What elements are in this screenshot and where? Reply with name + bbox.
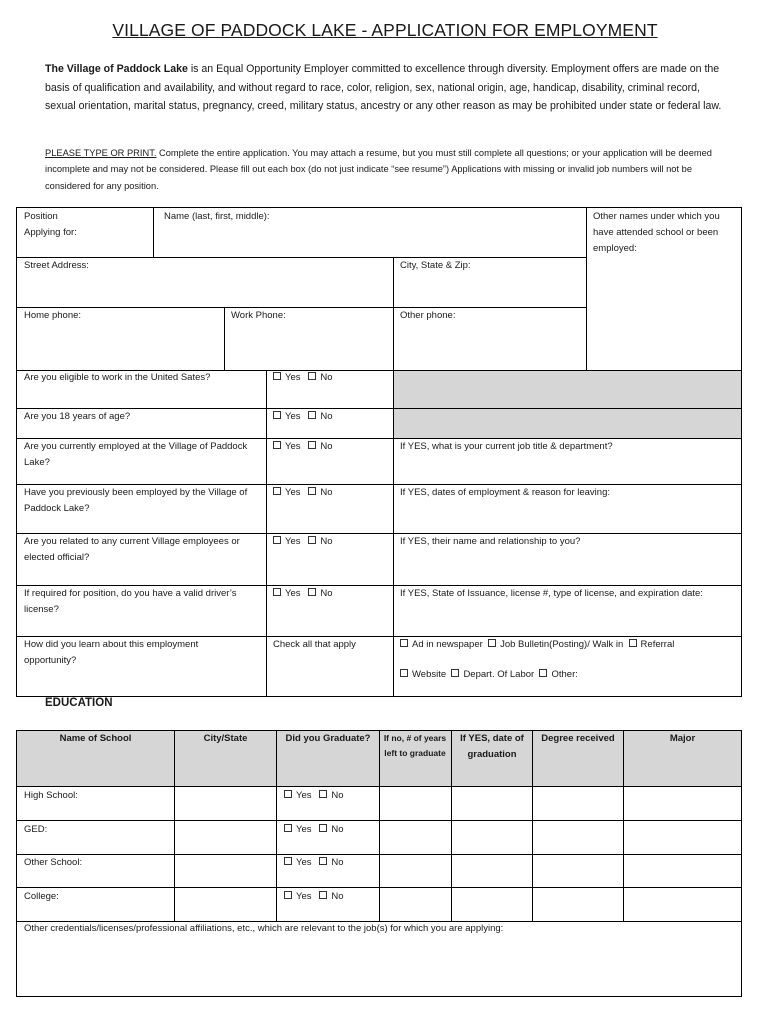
no-option: No [320, 411, 333, 422]
yes-option: Yes [296, 891, 312, 902]
graduated-choice[interactable] [284, 855, 344, 871]
follow-up-label: If YES, what is your current job title & department? [400, 441, 613, 452]
option-other[interactable]: Other: [551, 669, 578, 680]
page-title: VILLAGE OF PADDOCK LAKE - APPLICATION FOR EMPLOYMENT [112, 20, 658, 40]
city-state-zip-label: City, State & Zip: [400, 260, 471, 271]
checkbox-icon[interactable] [273, 487, 281, 495]
position-label: Position Applying for: [24, 211, 77, 238]
question-label: If required for position, do you have a valid driver’s license? [24, 588, 237, 615]
graduated-choice[interactable] [284, 822, 344, 838]
checkbox-icon[interactable] [319, 824, 327, 832]
checkbox-icon[interactable] [273, 588, 281, 596]
col-name-of-school: Name of School [59, 733, 132, 744]
graduated-choice[interactable] [284, 788, 344, 804]
yes-option: Yes [296, 790, 312, 801]
col-major: Major [669, 733, 696, 744]
yes-no-choice[interactable] [273, 485, 333, 501]
no-option: No [320, 441, 333, 452]
yes-no-choice[interactable] [273, 439, 333, 455]
work-phone-label: Work Phone: [231, 310, 286, 321]
checkbox-icon[interactable] [400, 669, 408, 677]
row-other-school: Other School: [24, 857, 83, 868]
source-options-row2 [400, 667, 578, 683]
question-label: Have you previously been employed by the Village of Paddock Lake? [24, 487, 248, 514]
yes-option: Yes [285, 441, 301, 452]
check-all-label: Check all that apply [273, 639, 356, 650]
name-label: Name (last, first, middle): [164, 211, 270, 222]
checkbox-icon[interactable] [284, 857, 292, 865]
checkbox-icon[interactable] [308, 411, 316, 419]
checkbox-icon[interactable] [273, 372, 281, 380]
graduated-choice[interactable] [284, 889, 344, 905]
follow-up-label: If YES, their name and relationship to you? [400, 536, 581, 547]
source-options-row1 [400, 637, 674, 653]
option-newspaper[interactable]: Ad in newspaper [412, 639, 483, 650]
shaded-cell [394, 408, 742, 438]
checkbox-icon[interactable] [319, 790, 327, 798]
checkbox-icon[interactable] [539, 669, 547, 677]
eeo-statement-bold: The Village of Paddock Lake [45, 63, 188, 75]
credentials-field[interactable] [18, 940, 740, 994]
option-job-bulletin[interactable]: Job Bulletin(Posting)/ Walk in [500, 639, 624, 650]
no-option: No [320, 536, 333, 547]
name-field[interactable] [156, 226, 584, 254]
option-website[interactable]: Website [412, 669, 447, 680]
row-college: College: [24, 891, 59, 902]
checkbox-icon[interactable] [308, 441, 316, 449]
question-label: How did you learn about this employment opportunity? [24, 639, 199, 666]
instructions-underlined: PLEASE TYPE OR PRINT. [45, 148, 157, 158]
checkbox-icon[interactable] [319, 857, 327, 865]
checkbox-icon[interactable] [284, 891, 292, 899]
follow-up-label: If YES, State of Issuance, license #, type of license, and expiration date: [400, 588, 703, 599]
yes-option: Yes [296, 824, 312, 835]
eeo-statement [45, 60, 725, 116]
home-phone-field[interactable] [18, 326, 222, 368]
no-option: No [320, 372, 333, 383]
street-address-field[interactable] [18, 276, 390, 305]
instructions [45, 145, 725, 194]
city-state-zip-field[interactable] [396, 276, 584, 305]
checkbox-icon[interactable] [451, 669, 459, 677]
eeo-statement-text: is an Equal Opportunity Employer committed to excellence through diversity. Employment offers are made on the basis of qualification and availability, and without regard to race, color, religion, sex, national origin, age, handicap, disability, criminal record, sexual orientation, marital status, pregnancy, creed, military status, ancestry or any other reason as may be prohibited under state or federal law. [45, 63, 722, 112]
yes-option: Yes [285, 411, 301, 422]
work-phone-field[interactable] [227, 326, 391, 368]
yes-option: Yes [285, 588, 301, 599]
yes-option: Yes [285, 536, 301, 547]
yes-option: Yes [285, 372, 301, 383]
checkbox-icon[interactable] [273, 441, 281, 449]
col-did-you-graduate: Did you Graduate? [285, 733, 371, 744]
credentials-label: Other credentials/licenses/professional affiliations, etc., which are relevant to the job(s) for which you are applying: [24, 923, 504, 934]
option-dept-of-labor[interactable]: Depart. Of Labor [463, 669, 535, 680]
col-city-state: City/State [203, 733, 248, 744]
home-phone-label: Home phone: [24, 310, 82, 321]
checkbox-icon[interactable] [273, 536, 281, 544]
question-label: Are you eligible to work in the United Sates? [24, 372, 211, 383]
instructions-text: Complete the entire application. You may attach a resume, but you must still complete all questions; or your application will be deemed incomplete and may not be considered. Please fill out each box (do not just indicate “see resume”) Applications with missing or invalid job numbers will not be considered for any position. [45, 148, 712, 191]
checkbox-icon[interactable] [308, 588, 316, 596]
yes-option: Yes [285, 487, 301, 498]
no-option: No [320, 487, 333, 498]
checkbox-icon[interactable] [629, 639, 637, 647]
yes-option: Yes [296, 857, 312, 868]
shaded-cell [394, 370, 742, 408]
no-option: No [331, 857, 344, 868]
row-ged: GED: [24, 824, 48, 835]
col-degree-received: Degree received [541, 733, 615, 744]
checkbox-icon[interactable] [319, 891, 327, 899]
question-label: Are you 18 years of age? [24, 411, 131, 422]
checkbox-icon[interactable] [284, 824, 292, 832]
checkbox-icon[interactable] [308, 487, 316, 495]
no-option: No [331, 824, 344, 835]
checkbox-icon[interactable] [308, 536, 316, 544]
other-phone-label: Other phone: [400, 310, 456, 321]
other-names-label: Other names under which you have attended school or been employed: [593, 211, 720, 254]
col-years-left: If no, # of years left to graduate [383, 733, 447, 758]
follow-up-label: If YES, dates of employment & reason for leaving: [400, 487, 610, 498]
checkbox-icon[interactable] [273, 411, 281, 419]
checkbox-icon[interactable] [284, 790, 292, 798]
no-option: No [320, 588, 333, 599]
yes-no-choice[interactable] [273, 370, 333, 386]
street-address-label: Street Address: [24, 260, 89, 271]
no-option: No [331, 891, 344, 902]
row-high-school: High School: [24, 790, 78, 801]
checkbox-icon[interactable] [308, 372, 316, 380]
position-field[interactable] [18, 232, 150, 254]
yes-no-choice[interactable] [273, 409, 333, 425]
yes-no-choice[interactable] [273, 586, 333, 602]
yes-no-choice[interactable] [273, 534, 333, 550]
question-label: Are you currently employed at the Village of Paddock Lake? [24, 441, 248, 468]
question-label: Are you related to any current Village employees or elected official? [24, 536, 240, 563]
no-option: No [331, 790, 344, 801]
checkbox-icon[interactable] [400, 639, 408, 647]
option-referral[interactable]: Referral [640, 639, 675, 650]
other-names-field[interactable] [589, 258, 739, 368]
checkbox-icon[interactable] [488, 639, 496, 647]
education-heading: EDUCATION [45, 697, 113, 709]
other-phone-field[interactable] [396, 326, 584, 368]
col-graduation-date: If YES, date of graduation [460, 733, 524, 760]
